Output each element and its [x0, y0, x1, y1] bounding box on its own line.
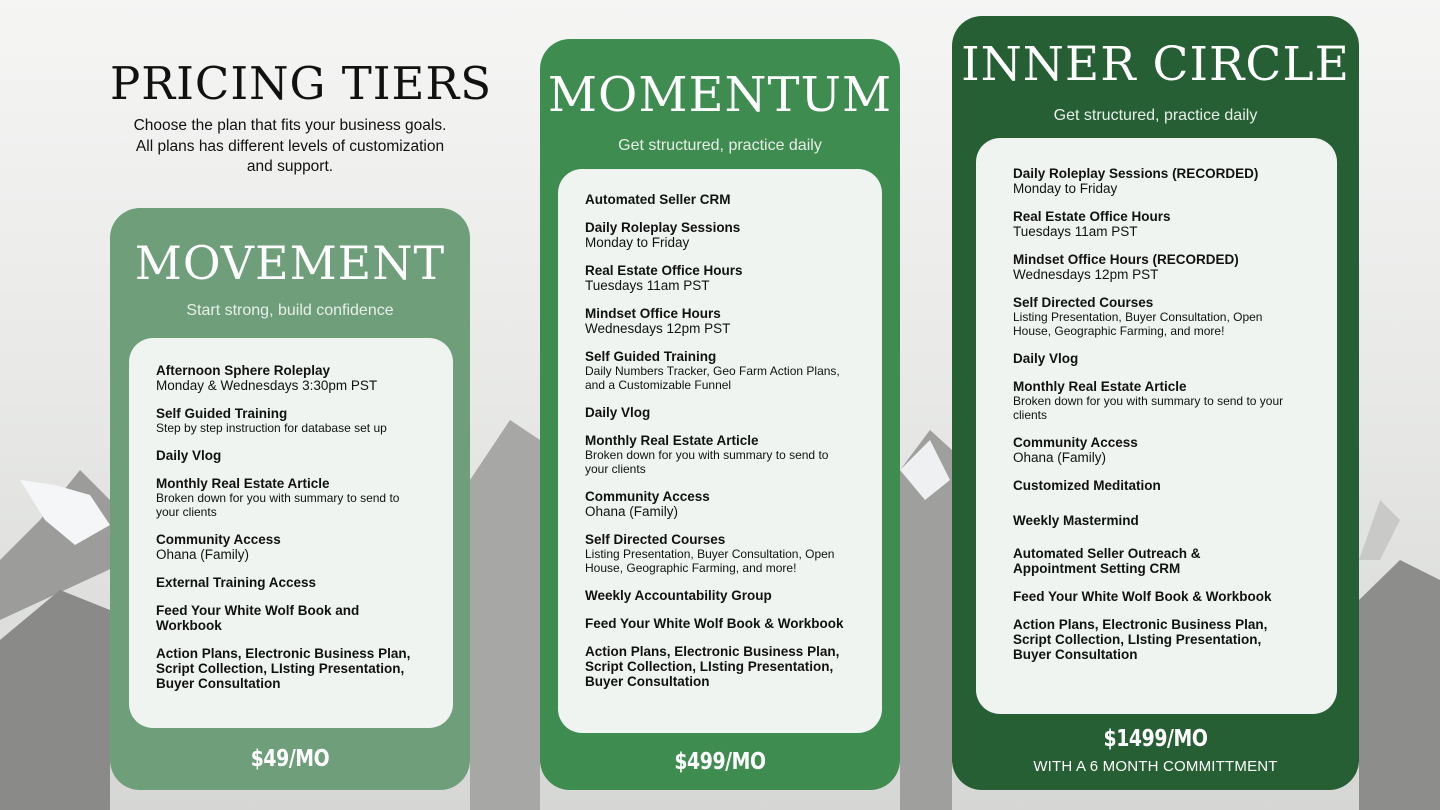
subtitle-line-3: and support. — [246, 158, 334, 175]
feature-detail: Ohana (Family) — [1013, 450, 1107, 465]
feature-title: Customized Meditation — [1013, 478, 1161, 493]
feature-title: Self Directed Courses — [1013, 295, 1154, 310]
feature-item — [585, 263, 868, 293]
tier-card-inner-circle[interactable] — [952, 16, 1359, 790]
feature-item — [1013, 617, 1323, 662]
feature-title: Self Guided Training — [156, 406, 288, 421]
tier-tagline: Get structured, practice daily — [618, 137, 822, 154]
feature-title: Daily Vlog — [585, 405, 651, 420]
feature-detail: Daily Numbers Tracker, Geo Farm Action Plans, and a Customizable Funnel — [585, 364, 840, 392]
feature-detail: Broken down for you with summary to send to your clients — [585, 448, 829, 476]
subtitle-line-2: All plans has different levels of customization — [135, 137, 445, 155]
tier-tagline: Get structured, practice daily — [1053, 107, 1258, 124]
feature-item — [1013, 546, 1323, 576]
feature-detail: Listing Presentation, Buyer Consultation, Open House, Geographic Farming, and more! — [585, 547, 835, 575]
feature-title: Mindset Office Hours — [585, 306, 721, 321]
feature-item — [585, 433, 868, 476]
commitment-note: WITH A 6 MONTH COMMITTMENT — [1033, 758, 1278, 775]
feature-item — [1013, 351, 1323, 366]
feature-item — [1013, 166, 1323, 196]
subtitle-line-1: Choose the plan that fits your business goals. — [133, 117, 447, 134]
feature-item — [156, 603, 439, 633]
feature-item — [156, 406, 439, 435]
feature-item — [585, 588, 868, 603]
feature-title: Daily Roleplay Sessions (RECORDED) — [1013, 166, 1259, 181]
feature-title: Daily Roleplay Sessions — [585, 220, 741, 235]
feature-title: Automated Seller CRM — [585, 192, 731, 207]
tier-price: $49/MO — [250, 746, 330, 772]
feature-title: Self Directed Courses — [585, 532, 726, 547]
tier-name: INNER CIRCLE — [961, 37, 1350, 92]
tier-card-movement[interactable] — [110, 208, 470, 790]
feature-item — [1013, 379, 1323, 422]
feature-title: Afternoon Sphere Roleplay — [156, 363, 331, 378]
feature-title: Daily Vlog — [156, 448, 222, 463]
page-title: PRICING TIERS — [110, 57, 493, 110]
feature-title: Real Estate Office Hours — [585, 263, 743, 278]
feature-item — [585, 192, 868, 207]
page-subtitle — [110, 116, 470, 178]
feature-item — [585, 306, 868, 336]
intro-section — [110, 57, 493, 178]
feature-title: Community Access — [1013, 435, 1138, 450]
feature-title: Feed Your White Wolf Book and Workbook — [156, 603, 360, 633]
feature-title: Mindset Office Hours (RECORDED) — [1013, 252, 1239, 267]
feature-detail: Monday to Friday — [1013, 181, 1118, 196]
feature-list — [558, 169, 882, 733]
tier-price: $499/MO — [674, 749, 766, 775]
tier-card-momentum[interactable] — [540, 39, 900, 790]
feature-item — [1013, 478, 1323, 493]
feature-title: Feed Your White Wolf Book & Workbook — [585, 616, 844, 631]
feature-item — [1013, 435, 1323, 465]
tier-price: $1499/MO — [1103, 726, 1208, 752]
feature-detail: Monday & Wednesdays 3:30pm PST — [156, 378, 378, 393]
feature-item — [156, 532, 439, 562]
feature-title: Self Guided Training — [585, 349, 717, 364]
feature-item — [156, 575, 439, 590]
feature-title: Real Estate Office Hours — [1013, 209, 1171, 224]
feature-item — [585, 220, 868, 250]
feature-title: Action Plans, Electronic Business Plan, Script Collection, LIsting Presentation, Buyer Consultation — [585, 644, 840, 689]
tier-tagline: Start strong, build confidence — [186, 302, 394, 319]
feature-title: Monthly Real Estate Article — [585, 433, 759, 448]
feature-item — [1013, 295, 1323, 338]
feature-item — [585, 644, 868, 689]
feature-item — [156, 646, 439, 691]
feature-detail: Step by step instruction for database set up — [156, 421, 387, 435]
feature-detail: Ohana (Family) — [156, 547, 250, 562]
feature-list — [976, 138, 1337, 714]
feature-item — [1013, 513, 1323, 528]
feature-item — [1013, 209, 1323, 239]
feature-title: Action Plans, Electronic Business Plan, Script Collection, LIsting Presentation, Buyer Consultation — [156, 646, 411, 691]
feature-item — [1013, 252, 1323, 282]
feature-detail: Monday to Friday — [585, 235, 690, 250]
feature-item — [585, 616, 868, 631]
feature-title: External Training Access — [156, 575, 317, 590]
feature-title: Daily Vlog — [1013, 351, 1079, 366]
feature-item — [585, 489, 868, 519]
feature-item — [585, 532, 868, 575]
feature-item — [585, 405, 868, 420]
feature-title: Monthly Real Estate Article — [156, 476, 330, 491]
feature-detail: Wednesdays 12pm PST — [1013, 267, 1159, 282]
tier-name: MOVEMENT — [134, 236, 446, 290]
feature-item — [156, 448, 439, 463]
feature-title: Community Access — [585, 489, 710, 504]
feature-title: Action Plans, Electronic Business Plan, Script Collection, LIsting Presentation, Buyer Consultation — [1013, 617, 1268, 662]
feature-title: Weekly Mastermind — [1013, 513, 1139, 528]
feature-title: Feed Your White Wolf Book & Workbook — [1013, 589, 1272, 604]
feature-title: Weekly Accountability Group — [585, 588, 772, 603]
feature-item — [1013, 589, 1323, 604]
feature-item — [156, 363, 439, 393]
feature-detail: Listing Presentation, Buyer Consultation, Open House, Geographic Farming, and more! — [1013, 310, 1263, 338]
feature-list — [129, 338, 453, 728]
feature-detail: Wednesdays 12pm PST — [585, 321, 731, 336]
feature-title: Automated Seller Outreach & Appointment Setting CRM — [1013, 546, 1201, 576]
feature-detail: Broken down for you with summary to send to your clients — [1013, 394, 1284, 422]
feature-item — [585, 349, 868, 392]
feature-detail: Broken down for you with summary to send to your clients — [156, 491, 400, 519]
tier-name: MOMENTUM — [547, 67, 893, 123]
feature-detail: Tuesdays 11am PST — [1013, 224, 1138, 239]
feature-item — [156, 476, 439, 519]
feature-title: Community Access — [156, 532, 281, 547]
feature-title: Monthly Real Estate Article — [1013, 379, 1187, 394]
feature-detail: Ohana (Family) — [585, 504, 679, 519]
feature-detail: Tuesdays 11am PST — [585, 278, 710, 293]
